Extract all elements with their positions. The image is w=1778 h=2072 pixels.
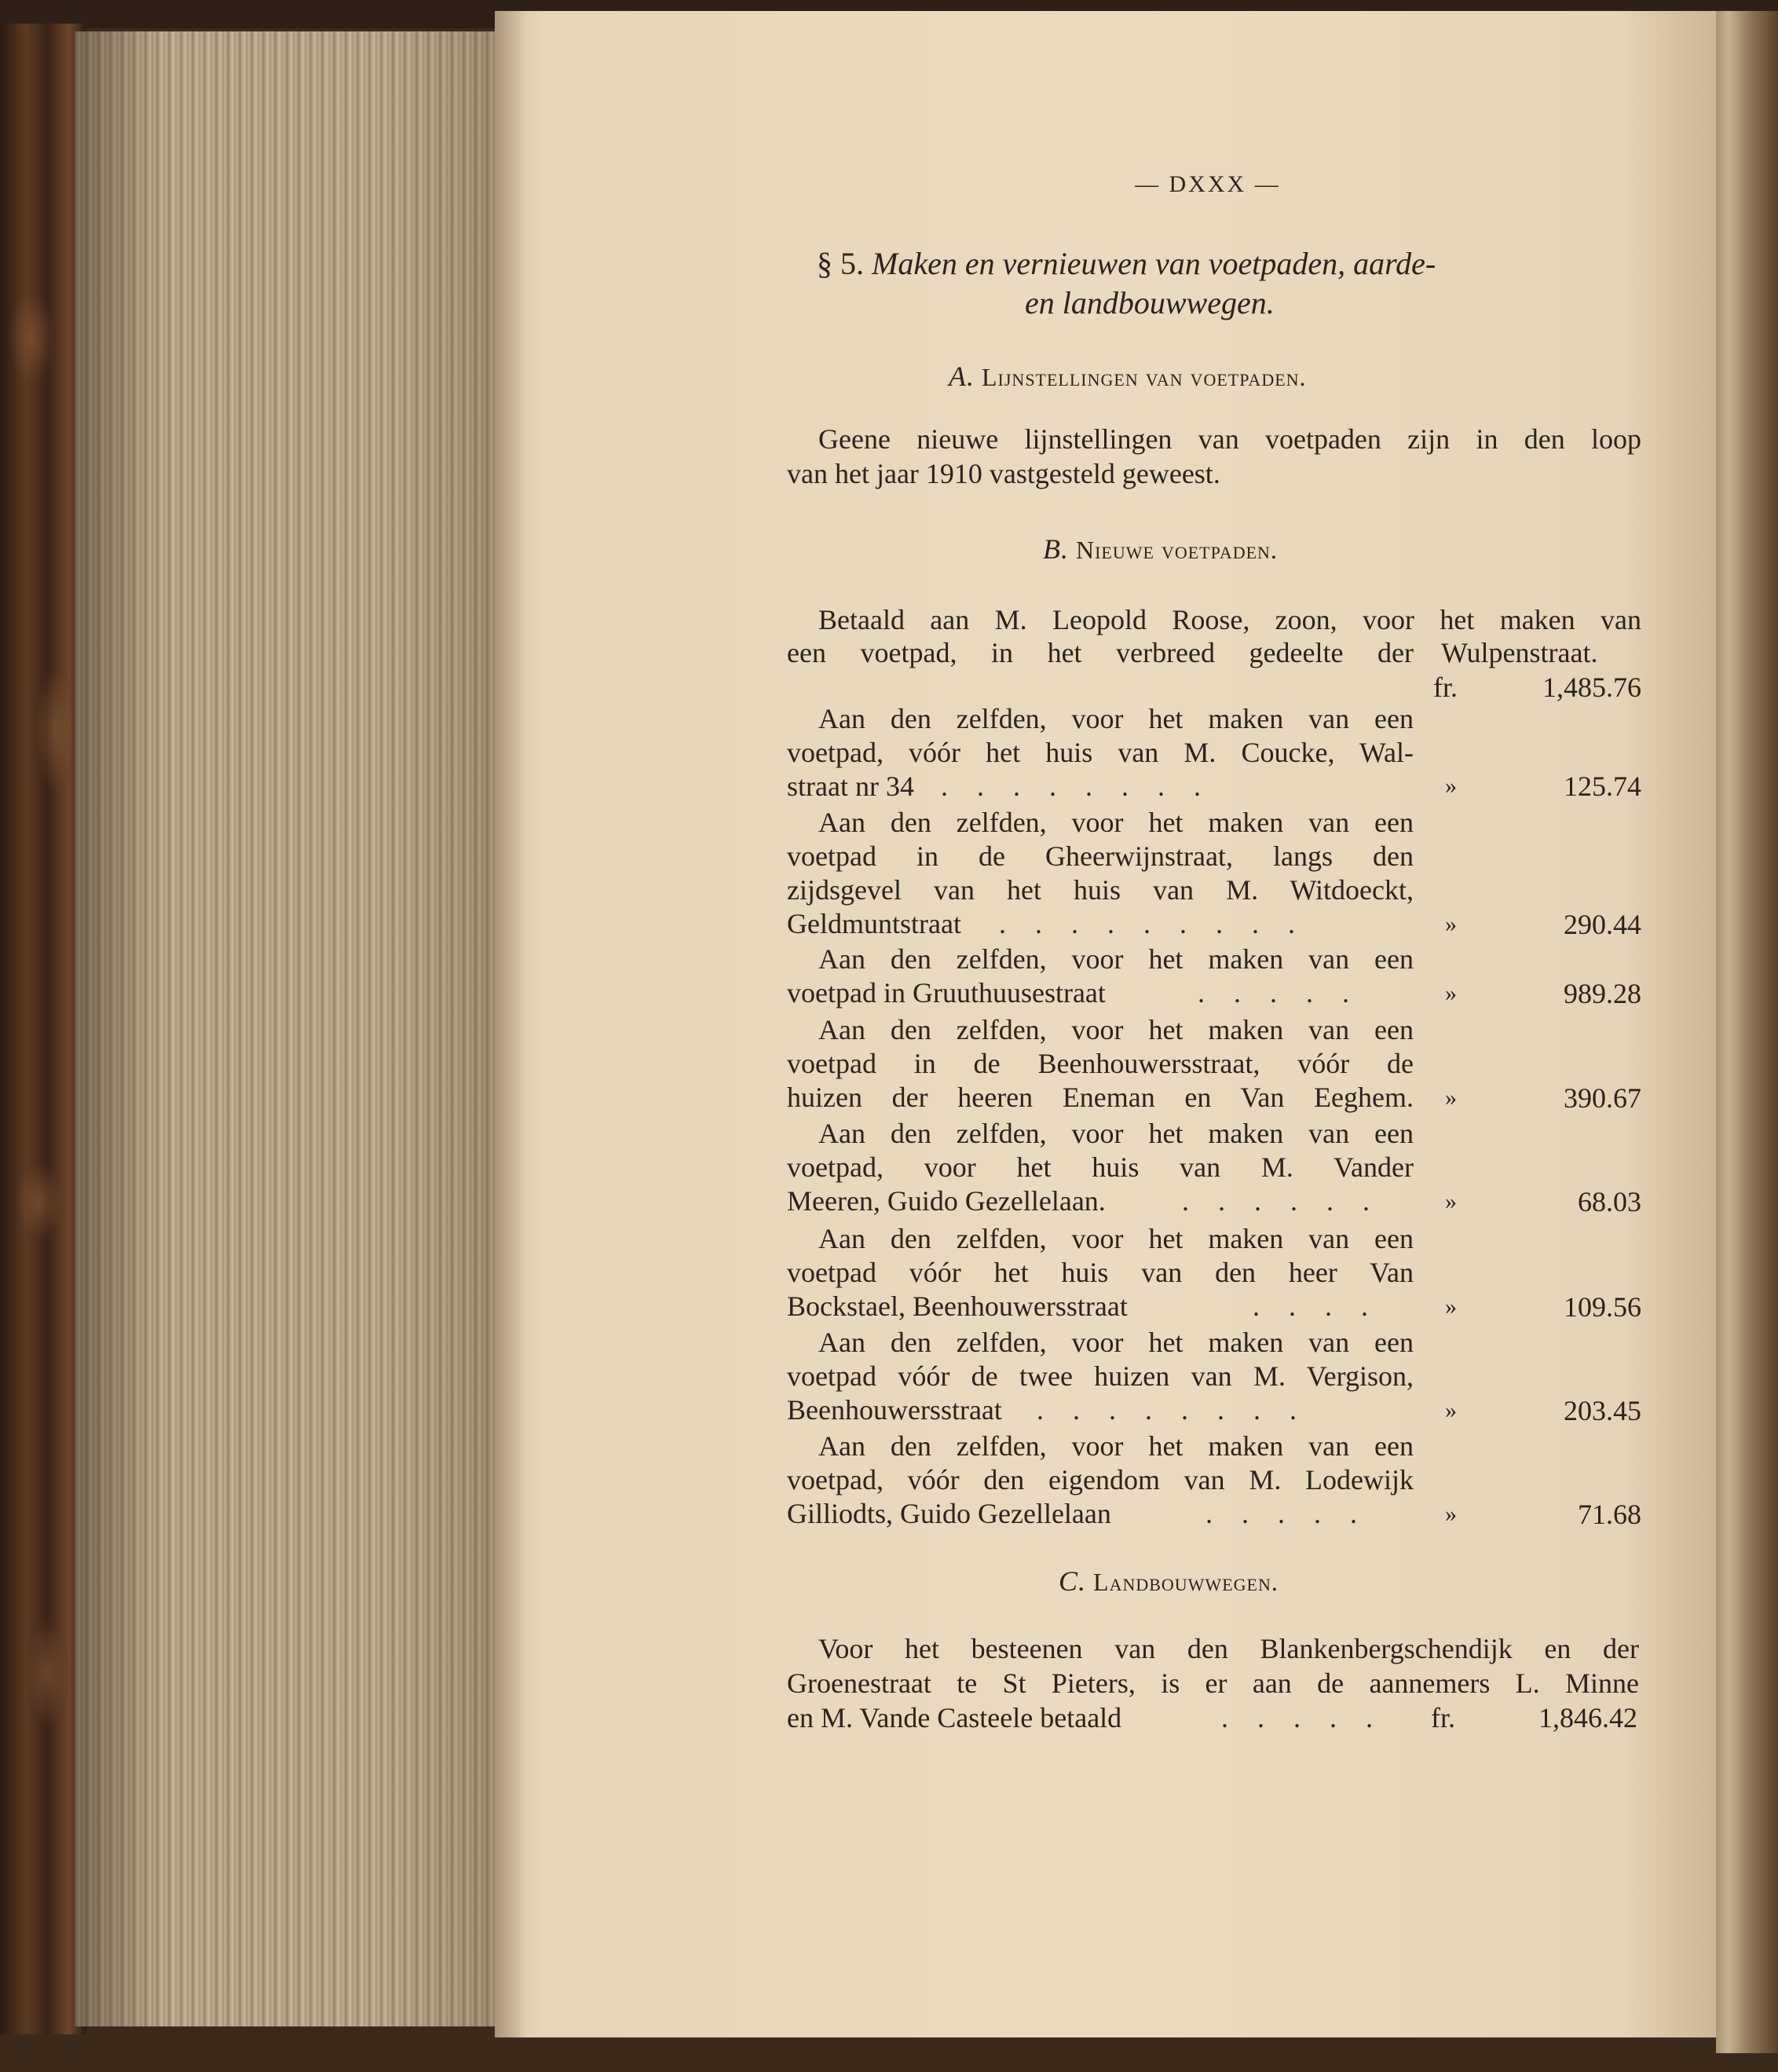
part-c-amount: 1,846.42: [1538, 1702, 1637, 1733]
entry-1-line1: Aan den zelfden, voor het maken van een: [818, 703, 1414, 734]
entry-8-line3: Gilliodts, Guido Gezellelaan: [787, 1498, 1111, 1529]
entry-7-amount: 203.45: [1564, 1395, 1641, 1426]
heading-a-text: Lijnstellingen van voetpaden.: [982, 363, 1307, 391]
entry-4-mark: »: [1445, 1085, 1457, 1111]
heading-a: [949, 360, 1307, 393]
entry-8-mark: »: [1445, 1501, 1457, 1527]
entry-2-line3: zijdsgevel van het huis van M. Witdoeckt,: [787, 874, 1414, 906]
intro-currency: fr.: [1433, 672, 1458, 703]
heading-b: [1043, 533, 1278, 566]
entry-1-line3: straat nr 34: [787, 771, 914, 802]
heading-c-text: Landbouwwegen.: [1093, 1568, 1279, 1596]
entry-2-amount: 290.44: [1564, 909, 1641, 940]
entry-6-mark: »: [1445, 1294, 1457, 1320]
entry-3-leader: . . . . .: [1198, 977, 1360, 1009]
entry-1-amount: 125.74: [1564, 771, 1641, 802]
entry-8-amount: 71.68: [1578, 1499, 1641, 1530]
entry-4-line2: voetpad in de Beenhouwersstraat, vóór de: [787, 1048, 1414, 1079]
part-a-line1: Geene nieuwe lijnstellingen van voetpaden zijn in den loop: [818, 423, 1641, 455]
entry-7-line3: Beenhouwersstraat: [787, 1394, 1002, 1426]
part-c-line1: Voor het besteenen van den Blankenbergschendijk en der: [818, 1633, 1639, 1664]
entry-5-amount: 68.03: [1578, 1186, 1641, 1217]
entry-7-leader: . . . . . . . .: [1037, 1394, 1308, 1426]
entry-2-leader: . . . . . . . . .: [999, 908, 1306, 939]
entry-2-line1: Aan den zelfden, voor het maken van een: [818, 807, 1414, 838]
section-title-line2: en landbouwwegen.: [1025, 285, 1275, 320]
part-b-intro-line2-left: een voetpad, in het verbreed gedeelte der: [787, 637, 1414, 668]
heading-a-letter: A.: [949, 361, 975, 392]
entry-6-line2: voetpad vóór het huis van den heer Van: [787, 1257, 1414, 1288]
entry-3-mark: »: [1445, 980, 1457, 1006]
section-title-line1: [817, 245, 1436, 282]
part-b-intro-line1: Betaald aan M. Leopold Roose, zoon, voor het maken van: [818, 604, 1641, 635]
entry-3-amount: 989.28: [1564, 978, 1641, 1009]
entry-3-line1: Aan den zelfden, voor het maken van een: [818, 943, 1414, 975]
entry-2-line2: voetpad in de Gheerwijnstraat, langs den: [787, 840, 1414, 872]
entry-5-mark: »: [1445, 1188, 1457, 1214]
entry-1-line2: voetpad, vóór het huis van M. Coucke, Wal-: [787, 737, 1414, 768]
page-folio: — DXXX —: [1135, 171, 1281, 197]
entry-6-line1: Aan den zelfden, voor het maken van een: [818, 1223, 1414, 1254]
heading-b-text: Nieuwe voetpaden.: [1076, 536, 1278, 564]
entry-5-line3: Meeren, Guido Gezellelaan.: [787, 1185, 1106, 1217]
part-c-leader: . . . . .: [1221, 1702, 1384, 1733]
entry-1-leader: . . . . . . . .: [941, 771, 1212, 802]
entry-8-line2: voetpad, vóór den eigendom van M. Lodewijk: [787, 1464, 1414, 1495]
section-title-text: Maken en vernieuwen van voetpaden, aarde-: [872, 246, 1436, 281]
entry-4-amount: 390.67: [1564, 1082, 1641, 1114]
part-c-currency: fr.: [1431, 1702, 1455, 1733]
entry-8-leader: . . . . .: [1205, 1498, 1368, 1529]
intro-amount: 1,485.76: [1542, 672, 1641, 703]
entry-2-line4: Geldmuntstraat: [787, 908, 961, 939]
entry-2-mark: »: [1445, 911, 1457, 937]
heading-c: [1059, 1565, 1279, 1598]
entry-7-line2: voetpad vóór de twee huizen van M. Vergison,: [787, 1360, 1414, 1392]
entry-5-leader: . . . . . .: [1182, 1185, 1381, 1217]
entry-6-amount: 109.56: [1564, 1291, 1641, 1323]
part-a-line2: van het jaar 1910 vastgesteld geweest.: [787, 458, 1220, 489]
part-c-line2: Groenestraat te St Pieters, is er aan de aannemers L. Minne: [787, 1667, 1639, 1699]
entry-5-line2: voetpad, voor het huis van M. Vander: [787, 1151, 1414, 1183]
entry-5-line1: Aan den zelfden, voor het maken van een: [818, 1118, 1414, 1149]
heading-b-letter: B.: [1043, 533, 1069, 565]
entry-7-mark: »: [1445, 1397, 1457, 1423]
entry-8-line1: Aan den zelfden, voor het maken van een: [818, 1430, 1414, 1462]
entry-4-line3: huizen der heeren Eneman en Van Eeghem.: [787, 1082, 1414, 1113]
section-number: § 5.: [817, 246, 864, 281]
entry-7-line1: Aan den zelfden, voor het maken van een: [818, 1327, 1414, 1358]
entry-4-line1: Aan den zelfden, voor het maken van een: [818, 1014, 1414, 1045]
heading-c-letter: C.: [1059, 1565, 1087, 1597]
entry-1-mark: »: [1445, 773, 1457, 799]
entry-3-line2: voetpad in Gruuthuusestraat: [787, 977, 1106, 1009]
entry-6-leader: . . . .: [1253, 1290, 1379, 1322]
entry-6-line3: Bockstael, Beenhouwersstraat: [787, 1290, 1128, 1322]
part-c-line3: en M. Vande Casteele betaald: [787, 1702, 1122, 1733]
part-b-intro-line2-right: Wulpenstraat.: [1441, 637, 1598, 668]
